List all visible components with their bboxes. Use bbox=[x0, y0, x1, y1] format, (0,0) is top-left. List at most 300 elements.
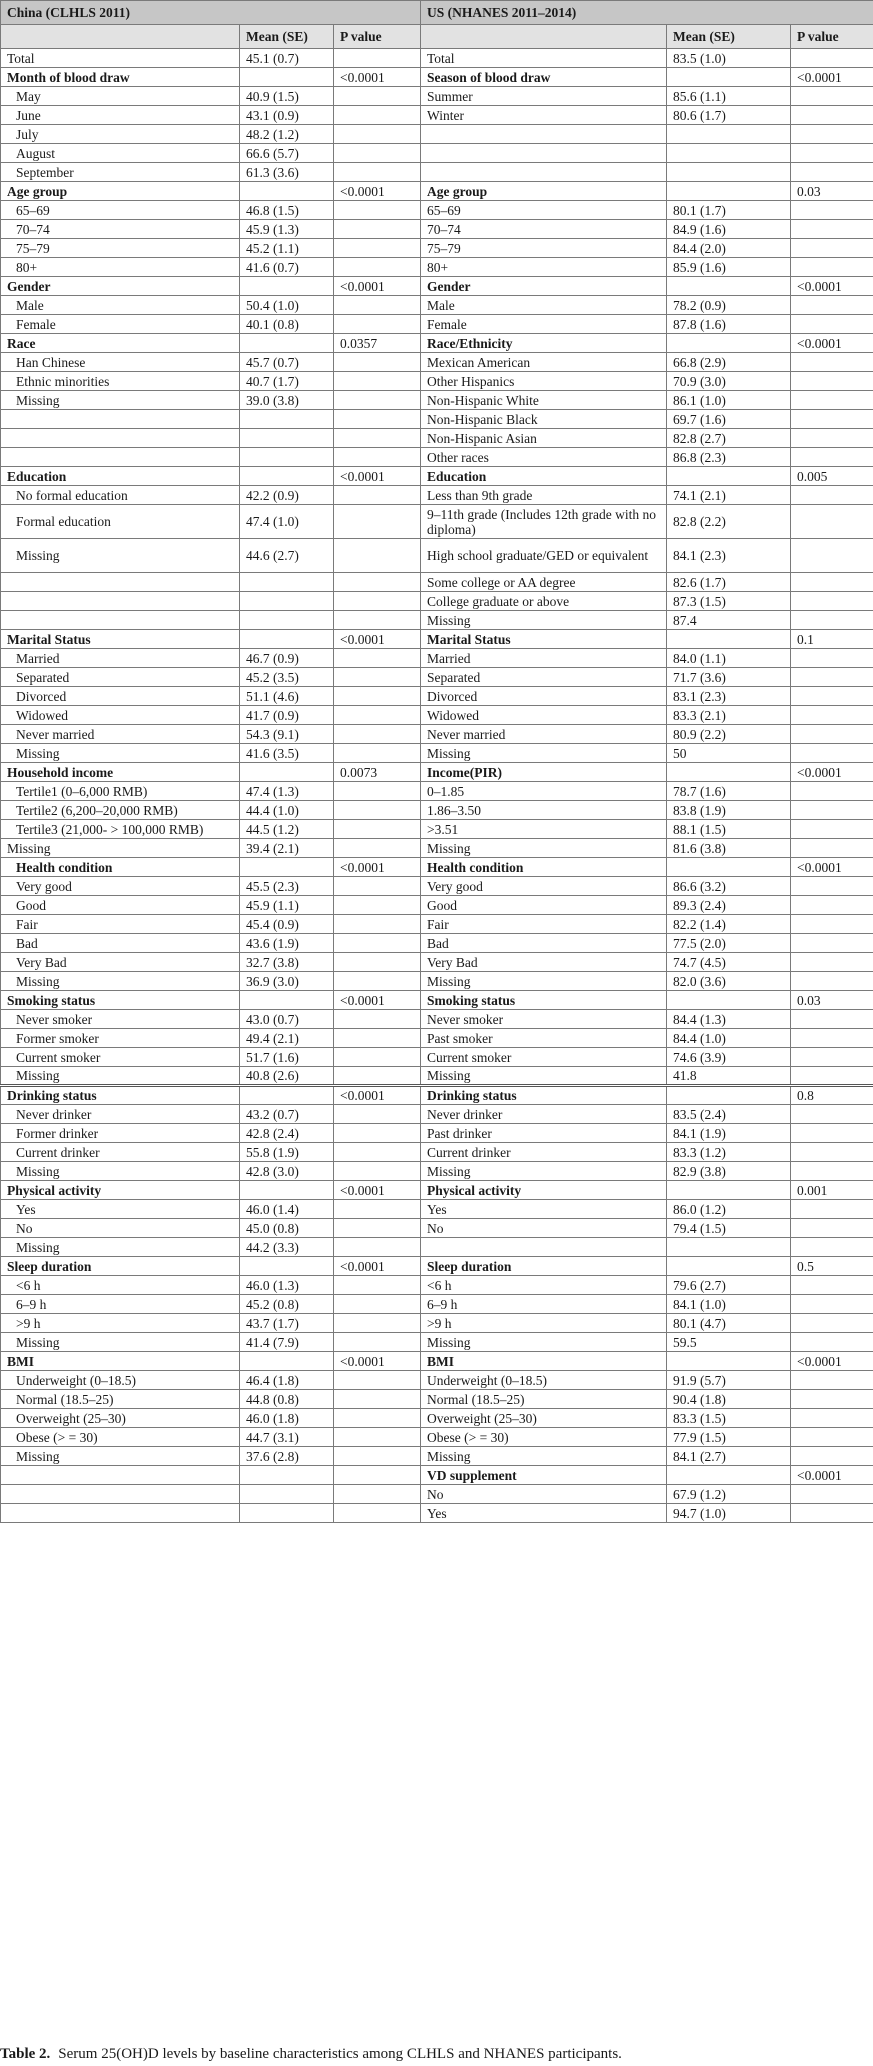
us-mean-cell bbox=[667, 144, 791, 163]
china-mean-cell: 45.1 (0.7) bbox=[240, 49, 334, 68]
china-p-value-cell: <0.0001 bbox=[334, 1257, 421, 1276]
china-p-value-cell: <0.0001 bbox=[334, 467, 421, 486]
china-mean-cell bbox=[240, 1086, 334, 1105]
table-row bbox=[1, 410, 873, 429]
table-row bbox=[1, 1143, 873, 1162]
us-p-value-cell bbox=[791, 782, 873, 801]
china-p-value-cell bbox=[334, 201, 421, 220]
china-mean-cell bbox=[240, 410, 334, 429]
china-mean-cell: 42.8 (2.4) bbox=[240, 1124, 334, 1143]
china-characteristic-cell: Education bbox=[1, 467, 240, 486]
us-characteristic-cell: Some college or AA degree bbox=[421, 573, 667, 592]
us-p-value-cell bbox=[791, 1162, 873, 1181]
china-p-value-cell bbox=[334, 1333, 421, 1352]
china-study-title: China (CLHLS 2011) bbox=[1, 1, 421, 25]
us-characteristic-cell: Other races bbox=[421, 448, 667, 467]
china-characteristic-cell: Divorced bbox=[1, 687, 240, 706]
table-row bbox=[1, 1504, 873, 1523]
table-row bbox=[1, 486, 873, 505]
china-mean-cell: 47.4 (1.3) bbox=[240, 782, 334, 801]
table-row bbox=[1, 839, 873, 858]
us-characteristic-cell: College graduate or above bbox=[421, 592, 667, 611]
china-characteristic-cell: 6–9 h bbox=[1, 1295, 240, 1314]
china-characteristic-cell: Total bbox=[1, 49, 240, 68]
china-characteristic-cell: Missing bbox=[1, 972, 240, 991]
table-row bbox=[1, 592, 873, 611]
table-row bbox=[1, 68, 873, 87]
china-p-value-cell bbox=[334, 877, 421, 896]
us-p-value-cell bbox=[791, 429, 873, 448]
us-mean-cell: 86.0 (1.2) bbox=[667, 1200, 791, 1219]
china-mean-cell bbox=[240, 448, 334, 467]
china-characteristic-cell: BMI bbox=[1, 1352, 240, 1371]
china-characteristic-cell: Normal (18.5–25) bbox=[1, 1390, 240, 1409]
china-mean-cell: 45.5 (2.3) bbox=[240, 877, 334, 896]
us-characteristic-cell: Sleep duration bbox=[421, 1257, 667, 1276]
us-p-value-cell bbox=[791, 486, 873, 505]
china-characteristic-cell: Formal education bbox=[1, 505, 240, 539]
us-p-header: P value bbox=[791, 25, 873, 49]
us-characteristic-cell: Married bbox=[421, 649, 667, 668]
table-row bbox=[1, 687, 873, 706]
us-mean-cell: 84.9 (1.6) bbox=[667, 220, 791, 239]
us-characteristic-cell: Yes bbox=[421, 1504, 667, 1523]
china-p-value-cell bbox=[334, 258, 421, 277]
china-p-value-cell bbox=[334, 1276, 421, 1295]
china-characteristic-cell: Tertile2 (6,200–20,000 RMB) bbox=[1, 801, 240, 820]
table-row bbox=[1, 296, 873, 315]
table-row bbox=[1, 258, 873, 277]
china-characteristic-cell bbox=[1, 1485, 240, 1504]
us-p-value-cell bbox=[791, 1390, 873, 1409]
us-mean-cell: 84.1 (1.9) bbox=[667, 1124, 791, 1143]
table-row bbox=[1, 668, 873, 687]
us-mean-cell: 80.1 (4.7) bbox=[667, 1314, 791, 1333]
china-p-header: P value bbox=[334, 25, 421, 49]
china-mean-cell: 51.1 (4.6) bbox=[240, 687, 334, 706]
us-p-value-cell bbox=[791, 972, 873, 991]
china-p-value-cell bbox=[334, 725, 421, 744]
us-characteristic-cell: Current drinker bbox=[421, 1143, 667, 1162]
table-row bbox=[1, 896, 873, 915]
china-p-value-cell bbox=[334, 353, 421, 372]
china-mean-cell: 45.0 (0.8) bbox=[240, 1219, 334, 1238]
us-p-value-cell bbox=[791, 391, 873, 410]
china-characteristic-cell: Female bbox=[1, 315, 240, 334]
china-p-value-cell bbox=[334, 649, 421, 668]
china-p-value-cell bbox=[334, 1200, 421, 1219]
table-row bbox=[1, 706, 873, 725]
us-mean-cell: 41.8 bbox=[667, 1067, 791, 1086]
china-characteristic-cell bbox=[1, 611, 240, 630]
us-mean-cell: 83.8 (1.9) bbox=[667, 801, 791, 820]
china-p-value-cell bbox=[334, 820, 421, 839]
us-p-value-cell bbox=[791, 1124, 873, 1143]
china-characteristic-cell: Current smoker bbox=[1, 1048, 240, 1067]
us-p-value-cell bbox=[791, 934, 873, 953]
table-row bbox=[1, 649, 873, 668]
us-mean-cell: 90.4 (1.8) bbox=[667, 1390, 791, 1409]
us-mean-cell: 59.5 bbox=[667, 1333, 791, 1352]
us-p-value-cell bbox=[791, 1010, 873, 1029]
us-characteristic-cell: High school graduate/GED or equivalent bbox=[421, 539, 667, 573]
us-p-value-cell bbox=[791, 877, 873, 896]
us-p-value-cell bbox=[791, 1428, 873, 1447]
us-p-value-cell bbox=[791, 611, 873, 630]
china-characteristic-cell: Missing bbox=[1, 1447, 240, 1466]
us-characteristic-cell: Education bbox=[421, 467, 667, 486]
us-p-value-cell bbox=[791, 106, 873, 125]
us-mean-cell: 66.8 (2.9) bbox=[667, 353, 791, 372]
china-mean-cell: 46.0 (1.8) bbox=[240, 1409, 334, 1428]
table-row bbox=[1, 1428, 873, 1447]
us-characteristic-cell: Non-Hispanic White bbox=[421, 391, 667, 410]
us-p-value-cell bbox=[791, 820, 873, 839]
us-p-value-cell: 0.005 bbox=[791, 467, 873, 486]
us-p-value-cell bbox=[791, 573, 873, 592]
us-characteristic-cell: Normal (18.5–25) bbox=[421, 1390, 667, 1409]
us-characteristic-cell: Underweight (0–18.5) bbox=[421, 1371, 667, 1390]
china-p-value-cell bbox=[334, 296, 421, 315]
us-characteristic-cell: Bad bbox=[421, 934, 667, 953]
us-characteristic-cell: Yes bbox=[421, 1200, 667, 1219]
table-row bbox=[1, 1086, 873, 1105]
china-mean-cell: 48.2 (1.2) bbox=[240, 125, 334, 144]
china-p-value-cell bbox=[334, 1466, 421, 1485]
table-row bbox=[1, 334, 873, 353]
china-characteristic-cell: July bbox=[1, 125, 240, 144]
china-mean-cell: 37.6 (2.8) bbox=[240, 1447, 334, 1466]
us-p-value-cell: 0.03 bbox=[791, 182, 873, 201]
us-p-value-cell: 0.001 bbox=[791, 1181, 873, 1200]
us-mean-cell: 50 bbox=[667, 744, 791, 763]
us-mean-cell: 82.6 (1.7) bbox=[667, 573, 791, 592]
us-mean-cell: 82.9 (3.8) bbox=[667, 1162, 791, 1181]
china-p-value-cell: <0.0001 bbox=[334, 68, 421, 87]
china-characteristic-cell: >9 h bbox=[1, 1314, 240, 1333]
china-mean-cell: 45.2 (0.8) bbox=[240, 1295, 334, 1314]
china-mean-cell: 61.3 (3.6) bbox=[240, 163, 334, 182]
us-characteristic-cell: Health condition bbox=[421, 858, 667, 877]
china-p-value-cell bbox=[334, 839, 421, 858]
china-p-value-cell bbox=[334, 896, 421, 915]
us-characteristic-cell: Never smoker bbox=[421, 1010, 667, 1029]
us-mean-cell: 84.4 (1.0) bbox=[667, 1029, 791, 1048]
china-p-value-cell bbox=[334, 573, 421, 592]
china-mean-cell: 54.3 (9.1) bbox=[240, 725, 334, 744]
china-mean-cell: 47.4 (1.0) bbox=[240, 505, 334, 539]
us-mean-cell: 77.5 (2.0) bbox=[667, 934, 791, 953]
china-mean-header: Mean (SE) bbox=[240, 25, 334, 49]
china-mean-cell bbox=[240, 573, 334, 592]
china-characteristic-cell: Former smoker bbox=[1, 1029, 240, 1048]
table-row bbox=[1, 1352, 873, 1371]
china-characteristic-cell: Never smoker bbox=[1, 1010, 240, 1029]
table-row bbox=[1, 611, 873, 630]
china-p-value-cell bbox=[334, 539, 421, 573]
us-characteristic-cell bbox=[421, 125, 667, 144]
us-mean-cell: 83.5 (2.4) bbox=[667, 1105, 791, 1124]
us-p-value-cell: 0.5 bbox=[791, 1257, 873, 1276]
us-characteristic-cell: Past smoker bbox=[421, 1029, 667, 1048]
china-p-value-cell bbox=[334, 448, 421, 467]
table-row bbox=[1, 1371, 873, 1390]
table-row bbox=[1, 106, 873, 125]
us-p-value-cell: 0.03 bbox=[791, 991, 873, 1010]
china-mean-cell: 44.5 (1.2) bbox=[240, 820, 334, 839]
us-mean-cell: 84.0 (1.1) bbox=[667, 649, 791, 668]
china-mean-cell bbox=[240, 858, 334, 877]
table-row bbox=[1, 239, 873, 258]
china-mean-cell: 43.2 (0.7) bbox=[240, 1105, 334, 1124]
china-mean-cell bbox=[240, 182, 334, 201]
china-p-value-cell bbox=[334, 163, 421, 182]
china-characteristic-cell: June bbox=[1, 106, 240, 125]
caption-text: Serum 25(OH)D levels by baseline characteristics among CLHLS and NHANES participants. bbox=[58, 2046, 622, 2062]
china-characteristic-cell: Male bbox=[1, 296, 240, 315]
china-characteristic-cell: Overweight (25–30) bbox=[1, 1409, 240, 1428]
us-p-value-cell bbox=[791, 163, 873, 182]
us-p-value-cell bbox=[791, 539, 873, 573]
china-mean-cell: 32.7 (3.8) bbox=[240, 953, 334, 972]
us-p-value-cell: 0.1 bbox=[791, 630, 873, 649]
china-mean-cell: 46.4 (1.8) bbox=[240, 1371, 334, 1390]
us-characteristic-cell: Widowed bbox=[421, 706, 667, 725]
us-characteristic-cell: Overweight (25–30) bbox=[421, 1409, 667, 1428]
us-p-value-cell: <0.0001 bbox=[791, 1352, 873, 1371]
china-mean-cell: 45.4 (0.9) bbox=[240, 915, 334, 934]
china-characteristic-cell: Month of blood draw bbox=[1, 68, 240, 87]
us-characteristic-cell: Race/Ethnicity bbox=[421, 334, 667, 353]
china-p-value-cell bbox=[334, 1485, 421, 1504]
china-p-value-cell bbox=[334, 486, 421, 505]
china-p-value-cell: <0.0001 bbox=[334, 858, 421, 877]
china-mean-cell bbox=[240, 277, 334, 296]
us-mean-cell bbox=[667, 125, 791, 144]
china-mean-cell bbox=[240, 991, 334, 1010]
us-mean-cell: 79.6 (2.7) bbox=[667, 1276, 791, 1295]
china-mean-cell: 45.7 (0.7) bbox=[240, 353, 334, 372]
us-characteristic-cell: 75–79 bbox=[421, 239, 667, 258]
china-p-value-cell bbox=[334, 1105, 421, 1124]
china-mean-cell bbox=[240, 630, 334, 649]
china-characteristic-cell: Drinking status bbox=[1, 1086, 240, 1105]
china-p-value-cell bbox=[334, 1409, 421, 1428]
table-row bbox=[1, 1124, 873, 1143]
china-p-value-cell bbox=[334, 1238, 421, 1257]
us-characteristic-cell: Never drinker bbox=[421, 1105, 667, 1124]
china-p-value-cell bbox=[334, 1124, 421, 1143]
us-characteristic-cell: Missing bbox=[421, 1162, 667, 1181]
china-p-value-cell: 0.0357 bbox=[334, 334, 421, 353]
us-characteristic-cell: 1.86–3.50 bbox=[421, 801, 667, 820]
china-p-value-cell bbox=[334, 106, 421, 125]
table-row bbox=[1, 448, 873, 467]
us-characteristic-cell: Missing bbox=[421, 1333, 667, 1352]
china-characteristic-cell: Household income bbox=[1, 763, 240, 782]
us-mean-cell: 71.7 (3.6) bbox=[667, 668, 791, 687]
table-row bbox=[1, 1029, 873, 1048]
us-p-value-cell bbox=[791, 1029, 873, 1048]
china-p-value-cell bbox=[334, 1067, 421, 1086]
china-characteristic-cell: Smoking status bbox=[1, 991, 240, 1010]
china-mean-cell: 44.4 (1.0) bbox=[240, 801, 334, 820]
table-row bbox=[1, 505, 873, 539]
china-mean-cell: 46.7 (0.9) bbox=[240, 649, 334, 668]
china-characteristic-cell: Separated bbox=[1, 668, 240, 687]
us-characteristic-cell: 70–74 bbox=[421, 220, 667, 239]
us-mean-cell: 79.4 (1.5) bbox=[667, 1219, 791, 1238]
china-mean-cell: 46.0 (1.3) bbox=[240, 1276, 334, 1295]
table-row bbox=[1, 725, 873, 744]
china-p-value-cell bbox=[334, 125, 421, 144]
us-p-value-cell bbox=[791, 87, 873, 106]
us-p-value-cell bbox=[791, 1048, 873, 1067]
table-row bbox=[1, 467, 873, 486]
china-p-value-cell bbox=[334, 706, 421, 725]
china-mean-cell: 49.4 (2.1) bbox=[240, 1029, 334, 1048]
china-mean-cell: 51.7 (1.6) bbox=[240, 1048, 334, 1067]
table-row bbox=[1, 315, 873, 334]
table-row bbox=[1, 820, 873, 839]
us-mean-cell bbox=[667, 277, 791, 296]
table-row bbox=[1, 429, 873, 448]
china-characteristic-cell bbox=[1, 573, 240, 592]
us-mean-cell bbox=[667, 1181, 791, 1200]
china-characteristic-cell: <6 h bbox=[1, 1276, 240, 1295]
china-characteristic-cell: 70–74 bbox=[1, 220, 240, 239]
caption-label: Table 2. bbox=[0, 2046, 51, 2062]
us-mean-cell bbox=[667, 68, 791, 87]
china-mean-cell: 44.8 (0.8) bbox=[240, 1390, 334, 1409]
us-p-value-cell bbox=[791, 372, 873, 391]
us-p-value-cell bbox=[791, 220, 873, 239]
china-characteristic-cell: Very Bad bbox=[1, 953, 240, 972]
us-p-value-cell bbox=[791, 239, 873, 258]
china-mean-cell: 45.9 (1.1) bbox=[240, 896, 334, 915]
china-mean-cell bbox=[240, 763, 334, 782]
table-row bbox=[1, 972, 873, 991]
us-p-value-cell bbox=[791, 1219, 873, 1238]
china-characteristic-cell: Marital Status bbox=[1, 630, 240, 649]
china-mean-cell bbox=[240, 1181, 334, 1200]
table-row bbox=[1, 1466, 873, 1485]
china-characteristic-cell: Missing bbox=[1, 391, 240, 410]
us-characteristic-cell: Income(PIR) bbox=[421, 763, 667, 782]
china-mean-cell: 40.1 (0.8) bbox=[240, 315, 334, 334]
china-p-value-cell: <0.0001 bbox=[334, 630, 421, 649]
us-p-value-cell: <0.0001 bbox=[791, 858, 873, 877]
china-characteristic-cell: Underweight (0–18.5) bbox=[1, 1371, 240, 1390]
china-p-value-cell bbox=[334, 49, 421, 68]
china-mean-cell: 41.7 (0.9) bbox=[240, 706, 334, 725]
china-characteristic-cell: 80+ bbox=[1, 258, 240, 277]
us-p-value-cell bbox=[791, 725, 873, 744]
table-row bbox=[1, 353, 873, 372]
china-p-value-cell bbox=[334, 372, 421, 391]
us-mean-cell: 70.9 (3.0) bbox=[667, 372, 791, 391]
china-p-value-cell bbox=[334, 1314, 421, 1333]
china-p-value-cell bbox=[334, 1010, 421, 1029]
china-mean-cell bbox=[240, 1504, 334, 1523]
china-characteristic-cell: September bbox=[1, 163, 240, 182]
us-p-value-cell bbox=[791, 144, 873, 163]
table-row bbox=[1, 182, 873, 201]
china-p-value-cell bbox=[334, 972, 421, 991]
us-mean-cell: 69.7 (1.6) bbox=[667, 410, 791, 429]
china-mean-cell bbox=[240, 334, 334, 353]
us-mean-cell: 82.0 (3.6) bbox=[667, 972, 791, 991]
china-p-value-cell: <0.0001 bbox=[334, 1352, 421, 1371]
table-row bbox=[1, 87, 873, 106]
china-mean-cell: 45.2 (1.1) bbox=[240, 239, 334, 258]
china-characteristic-cell bbox=[1, 1466, 240, 1485]
us-p-value-cell bbox=[791, 448, 873, 467]
us-characteristic-cell: Mexican American bbox=[421, 353, 667, 372]
us-mean-cell: 88.1 (1.5) bbox=[667, 820, 791, 839]
china-characteristic-cell: Missing bbox=[1, 744, 240, 763]
table-row bbox=[1, 1067, 873, 1086]
china-mean-cell bbox=[240, 1352, 334, 1371]
us-mean-cell bbox=[667, 1086, 791, 1105]
table-row bbox=[1, 539, 873, 573]
china-characteristic-cell: Physical activity bbox=[1, 1181, 240, 1200]
table-row bbox=[1, 125, 873, 144]
china-mean-cell: 41.6 (3.5) bbox=[240, 744, 334, 763]
us-p-value-cell bbox=[791, 1067, 873, 1086]
us-characteristic-cell: VD supplement bbox=[421, 1466, 667, 1485]
china-characteristic-cell: Good bbox=[1, 896, 240, 915]
table-caption bbox=[0, 2046, 622, 2063]
us-characteristic-cell: Missing bbox=[421, 1067, 667, 1086]
china-p-value-cell bbox=[334, 315, 421, 334]
us-mean-cell: 67.9 (1.2) bbox=[667, 1485, 791, 1504]
china-p-value-cell bbox=[334, 611, 421, 630]
us-characteristic-cell: Summer bbox=[421, 87, 667, 106]
us-p-value-cell bbox=[791, 1504, 873, 1523]
us-characteristic-cell: Smoking status bbox=[421, 991, 667, 1010]
china-mean-cell: 44.6 (2.7) bbox=[240, 539, 334, 573]
china-p-value-cell: <0.0001 bbox=[334, 1181, 421, 1200]
china-mean-cell bbox=[240, 467, 334, 486]
china-mean-cell bbox=[240, 611, 334, 630]
china-p-value-cell bbox=[334, 1390, 421, 1409]
us-mean-cell: 82.8 (2.7) bbox=[667, 429, 791, 448]
us-characteristic-cell: No bbox=[421, 1219, 667, 1238]
china-characteristic-cell bbox=[1, 429, 240, 448]
china-p-value-cell bbox=[334, 744, 421, 763]
us-characteristic-cell: Missing bbox=[421, 972, 667, 991]
china-characteristic-cell: Missing bbox=[1, 539, 240, 573]
china-mean-cell bbox=[240, 592, 334, 611]
us-characteristic-cell: 0–1.85 bbox=[421, 782, 667, 801]
china-p-value-cell bbox=[334, 915, 421, 934]
us-characteristic-cell: Divorced bbox=[421, 687, 667, 706]
table-row bbox=[1, 877, 873, 896]
china-p-value-cell bbox=[334, 1447, 421, 1466]
us-p-value-cell: <0.0001 bbox=[791, 68, 873, 87]
us-mean-cell: 84.1 (1.0) bbox=[667, 1295, 791, 1314]
us-study-title: US (NHANES 2011–2014) bbox=[421, 1, 873, 25]
table-row bbox=[1, 277, 873, 296]
us-mean-cell: 86.8 (2.3) bbox=[667, 448, 791, 467]
china-characteristic-cell: Ethnic minorities bbox=[1, 372, 240, 391]
us-characteristic-cell: Missing bbox=[421, 1447, 667, 1466]
us-p-value-cell bbox=[791, 315, 873, 334]
us-mean-cell: 84.4 (1.3) bbox=[667, 1010, 791, 1029]
china-characteristic-cell: August bbox=[1, 144, 240, 163]
china-p-value-cell bbox=[334, 144, 421, 163]
